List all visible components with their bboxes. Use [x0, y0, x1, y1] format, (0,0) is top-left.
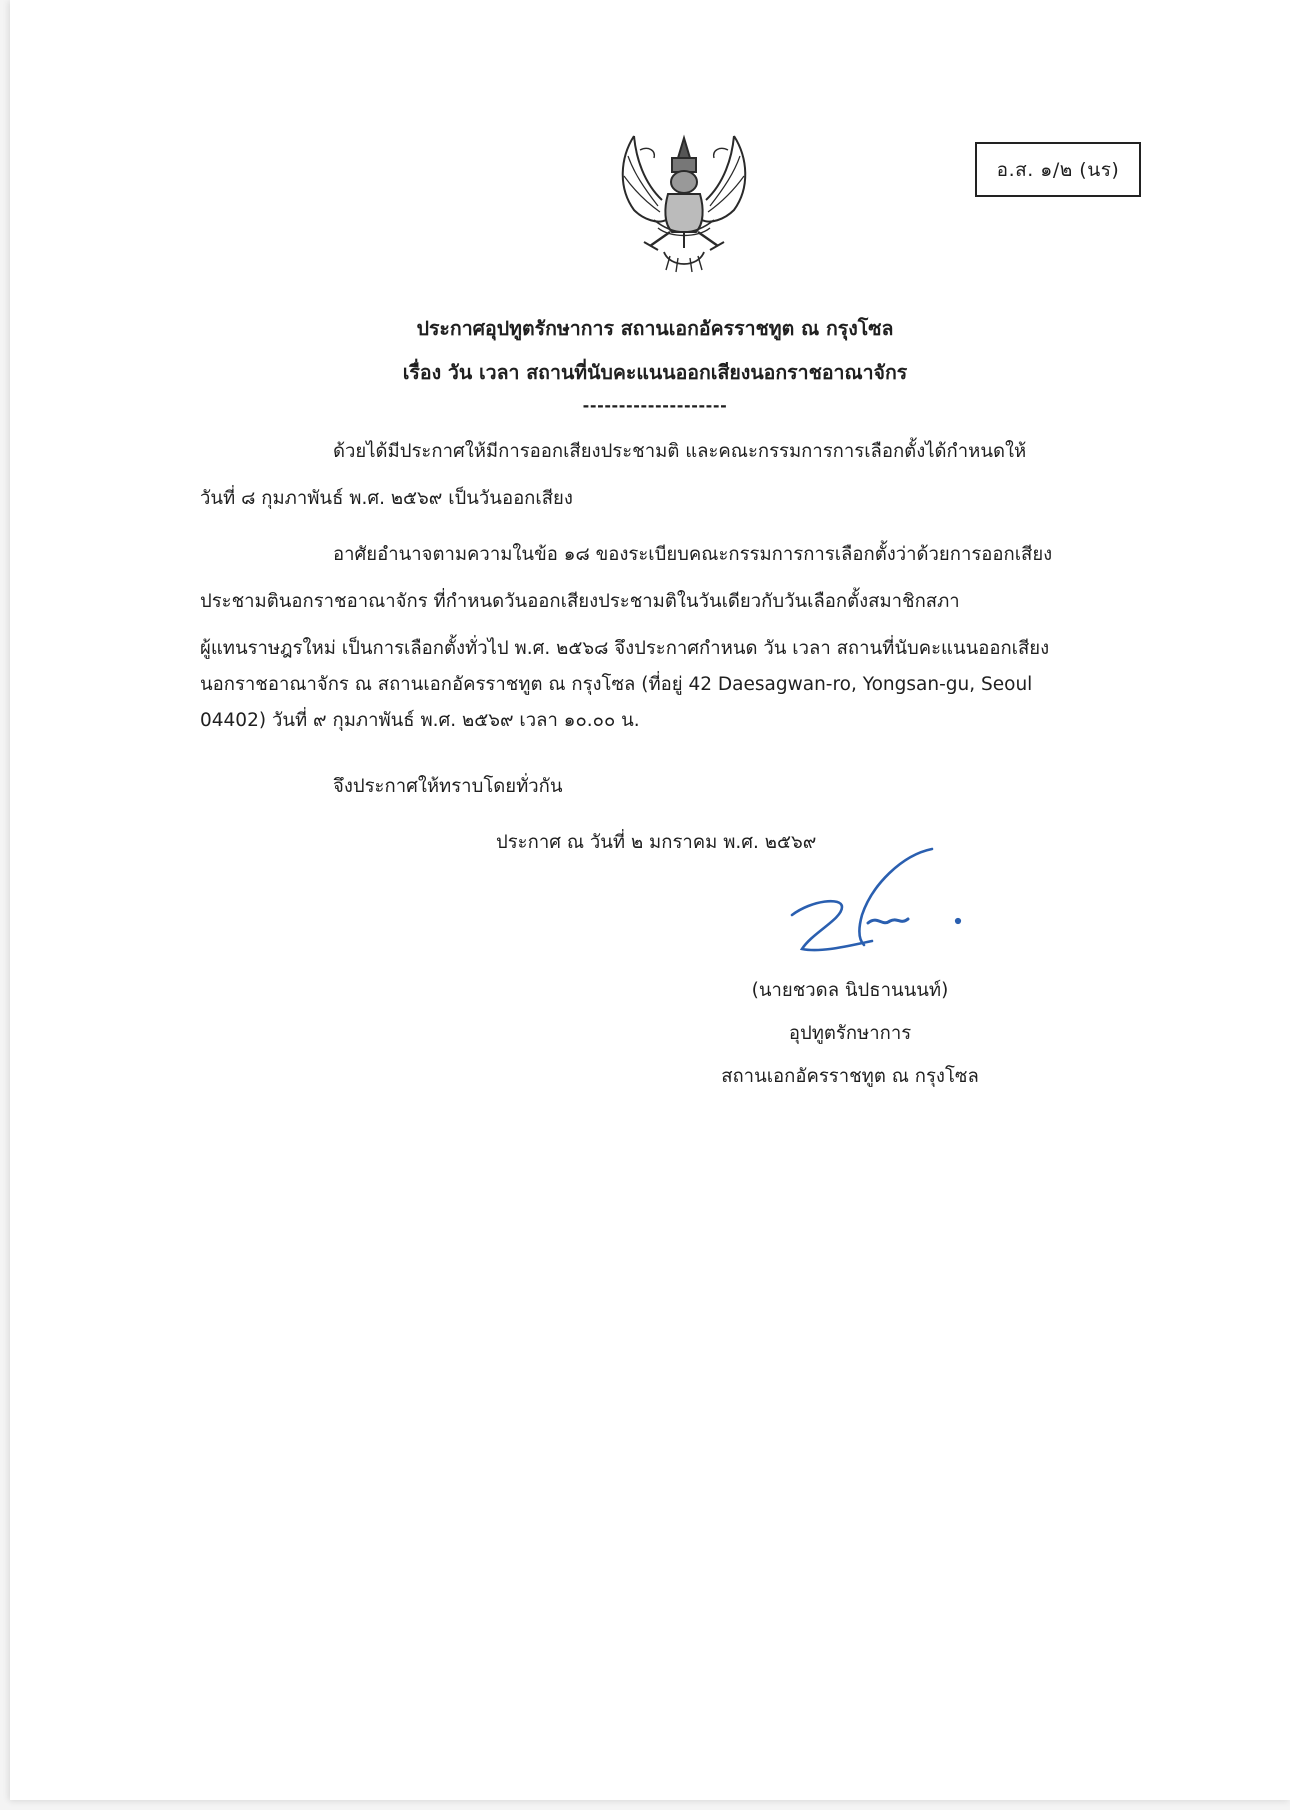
document-page — [10, 0, 1290, 1800]
announcement-title: ประกาศอุปทูตรักษาการ สถานเอกอัครราชทูต ณ กรุงโซล — [416, 317, 894, 340]
paragraph-1-line-1: ด้วยได้มีประกาศให้มีการออกเสียงประชามติ และคณะกรรมการการเลือกตั้งได้กำหนดให้ — [333, 441, 1027, 462]
paragraph-2-line-5: 04402) วันที่ ๙ กุมภาพันธ์ พ.ศ. ๒๕๖๙ เวลา ๑๐.๐๐ น. — [200, 710, 640, 731]
paragraph-2-line-1: อาศัยอำนาจตามความในข้อ ๑๘ ของระเบียบคณะกรรมการการเลือกตั้งว่าด้วยการออกเสียง — [333, 544, 1053, 565]
garuda-emblem-icon — [614, 128, 754, 276]
closing-statement: จึงประกาศให้ทราบโดยทั่วกัน — [333, 776, 563, 797]
title-separator: -------------------- — [582, 396, 728, 415]
form-code-box — [975, 142, 1141, 197]
paragraph-1-line-2: วันที่ ๘ กุมภาพันธ์ พ.ศ. ๒๕๖๙ เป็นวันออกเสียง — [200, 488, 573, 509]
announcement-date: ประกาศ ณ วันที่ ๒ มกราคม พ.ศ. ๒๕๖๙ — [496, 832, 817, 853]
paragraph-2-line-3: ผู้แทนราษฎรใหม่ เป็นการเลือกตั้งทั่วไป พ.ศ. ๒๕๖๘ จึงประกาศกำหนด วัน เวลา สถานที่นับคะแนนออกเสียง — [200, 638, 1050, 659]
paragraph-2-line-2: ประชามตินอกราชอาณาจักร ที่กำหนดวันออกเสียงประชามติในวันเดียวกับวันเลือกตั้งสมาชิกสภา — [200, 591, 960, 612]
paragraph-2-line-4: นอกราชอาณาจักร ณ สถานเอกอัครราชทูต ณ กรุงโซล (ที่อยู่ 42 Daesagwan-ro, Yongsan-gu, Seoul — [200, 674, 1033, 695]
signatory-name: (นายชวดล นิปธานนนท์) — [751, 980, 949, 1001]
signatory-office: สถานเอกอัครราชทูต ณ กรุงโซล — [721, 1066, 979, 1087]
announcement-subject: เรื่อง วัน เวลา สถานที่นับคะแนนออกเสียงนอกราชอาณาจักร — [402, 361, 908, 384]
signature-icon — [782, 845, 982, 970]
signatory-position: อุปทูตรักษาการ — [788, 1023, 912, 1044]
form-code: อ.ส. ๑/๒ (นร) — [996, 158, 1120, 181]
